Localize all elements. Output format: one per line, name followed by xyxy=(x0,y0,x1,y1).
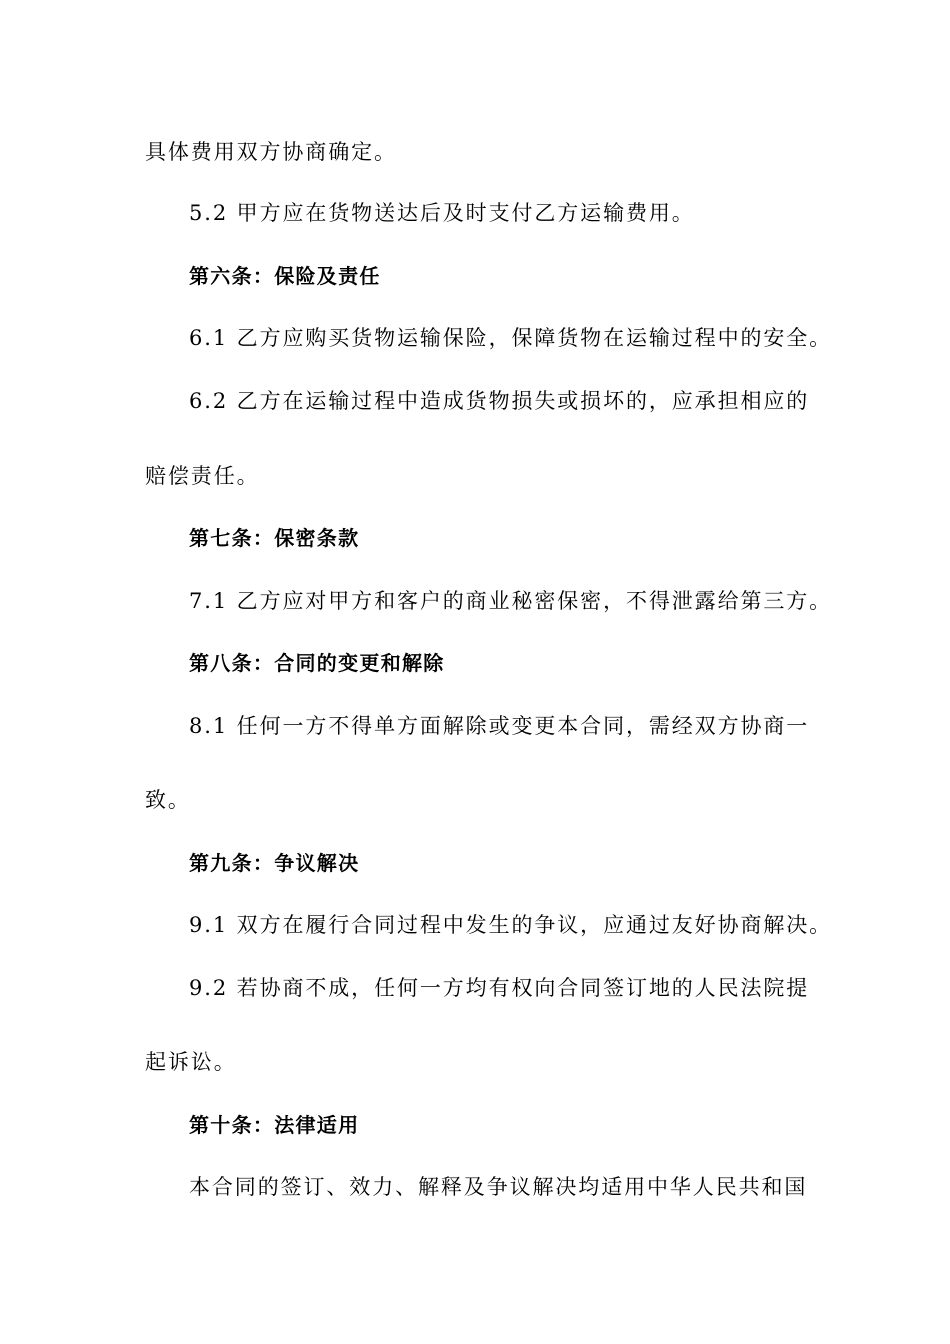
article-10-body: 本合同的签订、效力、解释及争议解决均适用中华人民共和国 xyxy=(189,1175,808,1199)
clause-6-1: 6.1 乙方应购买货物运输保险，保障货物在运输过程中的安全。 xyxy=(189,326,833,350)
clause-7-1: 7.1 乙方应对甲方和客户的商业秘密保密，不得泄露给第三方。 xyxy=(189,589,833,613)
clause-8-1: 8.1 任何一方不得单方面解除或变更本合同，需经双方协商一 xyxy=(189,714,810,738)
article-7-heading: 第七条：保密条款 xyxy=(189,526,360,550)
clause-9-1: 9.1 双方在履行合同过程中发生的争议，应通过友好协商解决。 xyxy=(189,913,833,937)
clause-6-2: 6.2 乙方在运输过程中造成货物损失或损坏的，应承担相应的 xyxy=(189,389,810,413)
clause-9-2: 9.2 若协商不成，任何一方均有权向合同签订地的人民法院提 xyxy=(189,976,810,1000)
clause-8-1-continuation: 致。 xyxy=(145,788,191,812)
clause-9-2-continuation: 起诉讼。 xyxy=(145,1050,237,1074)
article-8-heading: 第八条：合同的变更和解除 xyxy=(189,651,445,675)
clause-5-2: 5.2 甲方应在货物送达后及时支付乙方运输费用。 xyxy=(189,201,695,225)
article-10-heading: 第十条：法律适用 xyxy=(189,1113,360,1137)
article-6-heading: 第六条：保险及责任 xyxy=(189,264,381,288)
paragraph-continuation: 具体费用双方协商确定。 xyxy=(145,140,397,164)
clause-6-2-continuation: 赔偿责任。 xyxy=(145,464,260,488)
article-9-heading: 第九条：争议解决 xyxy=(189,851,360,875)
